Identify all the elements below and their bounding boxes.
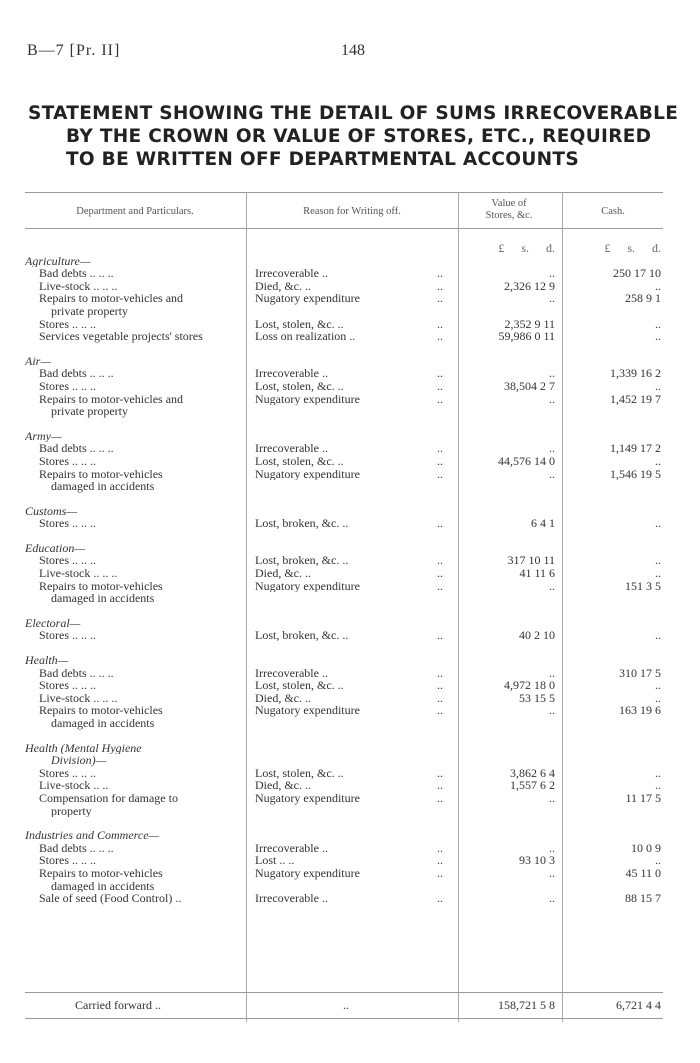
- leader-dots: ..: [437, 466, 443, 481]
- table-row: [25, 305, 663, 318]
- department-row: [25, 617, 663, 630]
- value-currency: £ s. d.: [498, 241, 555, 255]
- leader-dots: ..: [437, 628, 443, 643]
- particulars: Repairs to motor-vehicles: [39, 704, 163, 717]
- cash-value: ..: [655, 453, 661, 468]
- table-row: [25, 567, 663, 580]
- spacer: [25, 418, 663, 430]
- particulars: Compensation for damage to: [39, 791, 178, 805]
- stores-value: 41 11 6: [519, 566, 555, 581]
- department-name: Air—: [25, 354, 52, 368]
- leader-dots: ..: [437, 865, 443, 880]
- particulars: Sale of seed (Food Control) ..: [39, 892, 182, 905]
- reason: Lost, broken, &c. ..: [255, 517, 349, 530]
- table-row: [25, 592, 663, 605]
- stores-value: ..: [549, 665, 555, 680]
- cash-value: ..: [655, 378, 661, 393]
- particulars: Stores .. .. ..: [39, 629, 96, 643]
- stores-value: 38,504 2 7: [504, 378, 555, 393]
- spacer: [25, 642, 663, 654]
- table-row: [25, 330, 663, 343]
- particulars: Stores .. .. ..: [39, 679, 96, 692]
- particulars: Live-stock .. .. ..: [39, 279, 118, 293]
- leader-dots: ..: [437, 316, 443, 331]
- reason: Lost, stolen, &c. ..: [255, 454, 344, 468]
- leader-dots: ..: [437, 690, 443, 705]
- particulars: Repairs to motor-vehicles and: [39, 392, 184, 406]
- particulars: Stores .. .. ..: [39, 854, 96, 867]
- currency-row: [25, 242, 663, 255]
- document-reference: B—7 [Pr. II]: [27, 42, 121, 59]
- cash-value: ..: [655, 516, 661, 531]
- statement-title: [28, 102, 679, 171]
- table-row: [25, 679, 663, 692]
- stores-value: 6 4 1: [531, 516, 555, 531]
- leader-dots: ..: [437, 790, 443, 805]
- table-row: [25, 867, 663, 880]
- spacer: [25, 817, 663, 829]
- cash-value: 1,339 16 2: [610, 366, 661, 381]
- spacer: [25, 343, 663, 355]
- particulars: damaged in accidents: [51, 480, 155, 493]
- leader-dots: ..: [437, 891, 443, 906]
- particulars: Repairs to motor-vehicles: [39, 579, 163, 593]
- table-row: [25, 280, 663, 293]
- table-row: [25, 692, 663, 705]
- cash-value: 1,149 17 2: [610, 441, 661, 456]
- reason: Lost, stolen, &c. ..: [255, 766, 344, 780]
- particulars: Stores .. .. ..: [39, 554, 96, 568]
- reason: Loss on realization ..: [255, 330, 356, 343]
- reason: Died, &c. ..: [255, 691, 311, 705]
- leader-dots: ..: [437, 278, 443, 293]
- department-row: [25, 255, 663, 268]
- department-name: Health—: [25, 654, 69, 667]
- reason: Irrecoverable ..: [255, 442, 328, 455]
- leader-dots: ..: [437, 266, 443, 281]
- particulars: Bad debts .. .. ..: [39, 267, 114, 280]
- carried-forward-cash: 6,721 4 4: [616, 998, 661, 1012]
- table-row: [25, 842, 663, 855]
- cash-value: ..: [655, 628, 661, 643]
- reason: Lost .. ..: [255, 854, 295, 867]
- reason: Lost, stolen, &c. ..: [255, 379, 344, 393]
- stores-value: ..: [549, 266, 555, 281]
- table-row: [25, 380, 663, 393]
- table-row: [25, 468, 663, 481]
- column-header-reason: Reason for Writing off.: [303, 206, 401, 217]
- particulars: Division)—: [51, 754, 107, 767]
- table-row: [25, 480, 663, 493]
- spacer: [25, 605, 663, 617]
- leader-dots: ..: [437, 578, 443, 593]
- stores-value: 44,576 14 0: [498, 453, 555, 468]
- leader-dots: ..: [437, 453, 443, 468]
- particulars: Bad debts .. .. ..: [39, 841, 114, 855]
- cash-value: ..: [655, 566, 661, 581]
- table-row: [25, 405, 663, 418]
- leader-dots: ..: [437, 553, 443, 568]
- department-name: Education—: [25, 541, 85, 555]
- table-body: [25, 242, 663, 905]
- department-row: [25, 742, 663, 755]
- particulars: Stores .. .. ..: [39, 454, 96, 468]
- reason: Irrecoverable ..: [255, 892, 328, 905]
- title-line-2: BY THE CROWN OR VALUE OF STORES, ETC., REQUIRED: [66, 126, 652, 147]
- particulars: damaged in accidents: [51, 717, 155, 730]
- cash-value: 45 11 0: [625, 865, 661, 880]
- cash-currency: £ s. d.: [604, 241, 661, 255]
- cash-value: ..: [655, 690, 661, 705]
- cash-value: 10 0 9: [631, 840, 661, 855]
- particulars: Bad debts .. .. ..: [39, 666, 114, 680]
- cash-value: 310 17 5: [619, 665, 661, 680]
- department-row: [25, 430, 663, 443]
- particulars: private property: [51, 405, 128, 418]
- cash-value: 250 17 10: [613, 266, 661, 281]
- department-name: Agriculture—: [25, 254, 91, 268]
- table-row: [25, 767, 663, 780]
- stores-value: ..: [549, 891, 555, 906]
- spacer: [25, 493, 663, 505]
- table-row: [25, 292, 663, 305]
- stores-value: ..: [549, 441, 555, 456]
- leader-dots: ..: [437, 291, 443, 306]
- cash-value: ..: [655, 778, 661, 793]
- reason: Irrecoverable ..: [255, 666, 328, 680]
- reason: Died, &c. ..: [255, 279, 311, 293]
- reason: Irrecoverable ..: [255, 841, 328, 855]
- department-row: [25, 355, 663, 368]
- stores-value: 1,557 6 2: [510, 778, 555, 793]
- stores-value: ..: [549, 291, 555, 306]
- cash-value: ..: [655, 678, 661, 693]
- column-header-department: Department and Particulars.: [76, 206, 194, 217]
- department-name: Army—: [25, 429, 62, 443]
- department-row: [25, 654, 663, 667]
- particulars: Repairs to motor-vehicles and: [39, 292, 184, 305]
- leader-dots: ..: [437, 703, 443, 718]
- department-name: Health (Mental Hygiene: [25, 741, 142, 755]
- reason: Lost, stolen, &c. ..: [255, 679, 344, 692]
- table-row: [25, 880, 663, 893]
- particulars: property: [51, 804, 92, 818]
- table-row: [25, 367, 663, 380]
- leader-dots: ..: [437, 378, 443, 393]
- table-row: [25, 892, 663, 905]
- table-row: [25, 629, 663, 642]
- leader-dots: ..: [437, 778, 443, 793]
- table-row: [25, 442, 663, 455]
- stores-value: ..: [549, 865, 555, 880]
- stores-value: 59,986 0 11: [498, 329, 555, 344]
- reason: Died, &c. ..: [255, 567, 311, 580]
- stores-value: 40 2 10: [519, 628, 555, 643]
- stores-value: ..: [549, 366, 555, 381]
- particulars: Stores .. .. ..: [39, 766, 96, 780]
- particulars: Stores .. .. ..: [39, 517, 96, 530]
- particulars: Repairs to motor-vehicles: [39, 866, 163, 880]
- leader-dots: ..: [437, 840, 443, 855]
- cash-value: ..: [655, 553, 661, 568]
- page-header: [27, 42, 673, 64]
- reason: Nugatory expenditure: [255, 392, 360, 406]
- table-row: [25, 792, 663, 805]
- cash-value: ..: [655, 278, 661, 293]
- stores-value: 317 10 11: [507, 553, 555, 568]
- cash-value: 163 19 6: [619, 703, 661, 718]
- table-row: [25, 580, 663, 593]
- reason: Lost, broken, &c. ..: [255, 554, 349, 568]
- cash-value: ..: [655, 765, 661, 780]
- particulars: Repairs to motor-vehicles: [39, 467, 163, 481]
- table-row: [25, 267, 663, 280]
- particulars: Stores .. .. ..: [39, 317, 96, 331]
- reason: Nugatory expenditure: [255, 704, 360, 717]
- stores-value: 2,326 12 9: [504, 278, 555, 293]
- reason: Irrecoverable ..: [255, 267, 328, 280]
- particulars: Live-stock .. .. ..: [39, 691, 118, 705]
- cash-value: 1,452 19 7: [610, 391, 661, 406]
- reason: Nugatory expenditure: [255, 467, 360, 481]
- cash-value: 88 15 7: [625, 891, 661, 906]
- table-row: [25, 455, 663, 468]
- reason: Lost, stolen, &c. ..: [255, 317, 344, 331]
- reason: Died, &c. ..: [255, 779, 311, 792]
- stores-value: ..: [549, 466, 555, 481]
- table-row: [25, 779, 663, 792]
- carried-forward-value: 158,721 5 8: [498, 998, 555, 1012]
- table-row: [25, 805, 663, 818]
- table-row: [25, 704, 663, 717]
- cash-value: ..: [655, 853, 661, 868]
- table-row: [25, 393, 663, 406]
- stores-value: 53 15 5: [519, 690, 555, 705]
- page-number: 148: [341, 42, 365, 59]
- reason: Nugatory expenditure: [255, 866, 360, 880]
- particulars: private property: [51, 304, 128, 318]
- stores-value: 3,862 6 4: [510, 765, 555, 780]
- reason: Nugatory expenditure: [255, 579, 360, 593]
- department-name: Electoral—: [25, 616, 81, 630]
- leader-dots: ..: [437, 441, 443, 456]
- stores-value: ..: [549, 790, 555, 805]
- leader-dots: ..: [437, 665, 443, 680]
- particulars: Live-stock .. ..: [39, 779, 109, 792]
- carried-forward-reason: ..: [343, 998, 349, 1012]
- column-header-value: Value of Stores, &c.: [485, 198, 533, 221]
- department-name: Customs—: [25, 504, 78, 518]
- cash-value: ..: [655, 329, 661, 344]
- spacer: [25, 530, 663, 542]
- stores-value: 93 10 3: [519, 853, 555, 868]
- particulars: Live-stock .. .. ..: [39, 567, 118, 580]
- leader-dots: ..: [437, 678, 443, 693]
- stores-value: ..: [549, 703, 555, 718]
- title-line-1: STATEMENT SHOWING THE DETAIL OF SUMS IRRECOVERABLE: [28, 103, 679, 124]
- reason: Nugatory expenditure: [255, 292, 360, 305]
- table-row: [25, 754, 663, 767]
- carried-forward-label: Carried forward ..: [75, 998, 161, 1012]
- particulars: Services vegetable projects' stores: [39, 330, 203, 343]
- leader-dots: ..: [437, 566, 443, 581]
- particulars: damaged in accidents: [51, 592, 155, 605]
- leader-dots: ..: [437, 765, 443, 780]
- department-row: [25, 829, 663, 842]
- stores-value: 4,972 18 0: [504, 678, 555, 693]
- particulars: Bad debts .. .. ..: [39, 367, 114, 380]
- cash-value: 11 17 5: [625, 790, 661, 805]
- reason: Lost, broken, &c. ..: [255, 629, 349, 643]
- table-row: [25, 318, 663, 331]
- cash-value: 258 9 1: [625, 291, 661, 306]
- title-line-3: TO BE WRITTEN OFF DEPARTMENTAL ACCOUNTS: [66, 149, 579, 170]
- department-name: Industries and Commerce—: [25, 829, 160, 842]
- leader-dots: ..: [437, 366, 443, 381]
- department-row: [25, 542, 663, 555]
- write-off-table: [25, 192, 663, 1027]
- particulars: damaged in accidents: [51, 879, 155, 893]
- stores-value: ..: [549, 840, 555, 855]
- leader-dots: ..: [437, 391, 443, 406]
- stores-value: ..: [549, 578, 555, 593]
- department-row: [25, 505, 663, 518]
- reason: Irrecoverable ..: [255, 367, 328, 380]
- table-row: [25, 717, 663, 730]
- cash-value: 1,546 19 5: [610, 466, 661, 481]
- spacer: [25, 730, 663, 742]
- leader-dots: ..: [437, 516, 443, 531]
- table-row: [25, 667, 663, 680]
- leader-dots: ..: [437, 853, 443, 868]
- leader-dots: ..: [437, 329, 443, 344]
- reason: Nugatory expenditure: [255, 791, 360, 805]
- stores-value: ..: [549, 391, 555, 406]
- particulars: Bad debts .. .. ..: [39, 442, 114, 455]
- cash-value: 151 3 5: [625, 578, 661, 593]
- column-header-cash: Cash.: [601, 206, 625, 217]
- table-row: [25, 854, 663, 867]
- cash-value: ..: [655, 316, 661, 331]
- table-row: [25, 517, 663, 530]
- table-row: [25, 554, 663, 567]
- stores-value: 2,352 9 11: [504, 316, 555, 331]
- particulars: Stores .. .. ..: [39, 379, 96, 393]
